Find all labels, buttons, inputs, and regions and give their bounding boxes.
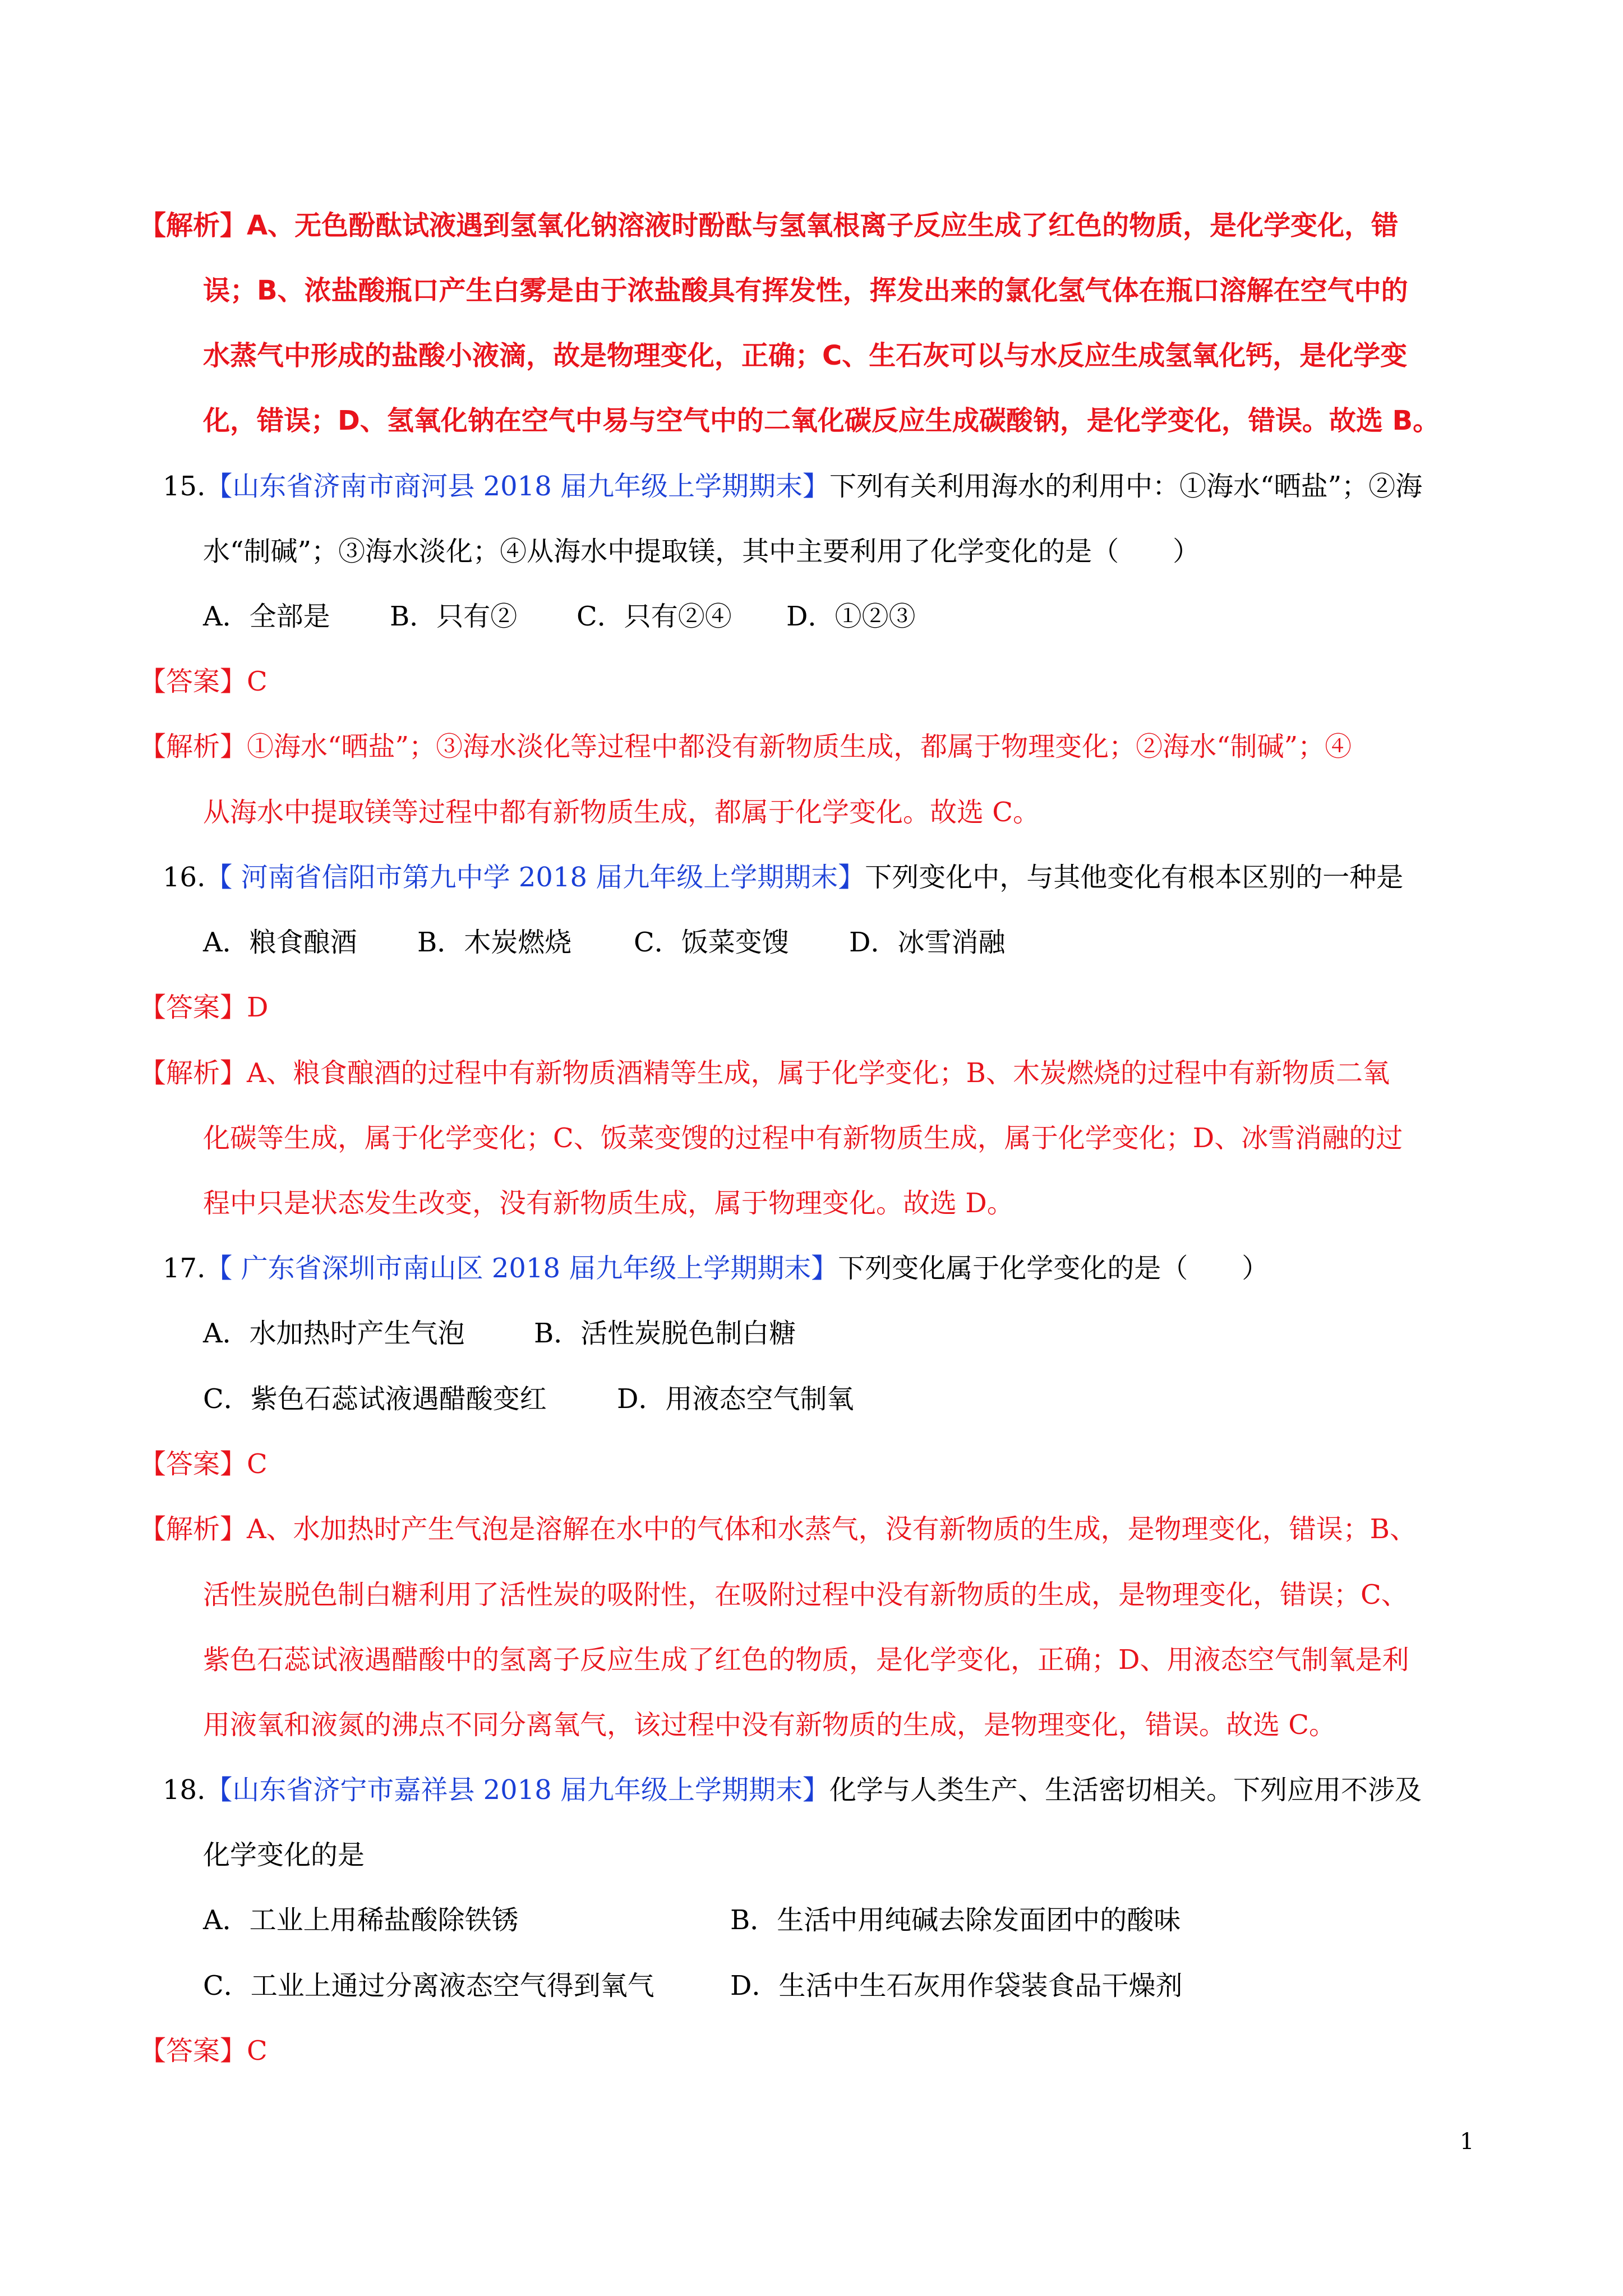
answer-label: 【答案】 <box>139 2035 247 2067</box>
q15-stem-line-1 <box>163 470 1422 503</box>
option-b: B．只有② <box>390 601 518 632</box>
option-b: B．活性炭脱色制白糖 <box>534 1318 796 1349</box>
answer-value: C <box>247 666 268 697</box>
option-c: C．工业上通过分离液态空气得到氧气 <box>203 1970 654 2001</box>
answer-label: 【答案】 <box>139 992 247 1023</box>
answer-value: C <box>247 2035 268 2067</box>
answer-label: 【答案】 <box>139 1448 247 1480</box>
q15-answer <box>139 665 268 698</box>
q16-analysis-line-2: 化碳等生成，属于化学变化；C、饭菜变馊的过程中有新物质生成，属于化学变化；D、冰雪消融的过 <box>203 1122 1403 1154</box>
q16-analysis-line-3: 程中只是状态发生改变，没有新物质生成，属于物理变化。故选 D。 <box>203 1188 1014 1219</box>
option-a: A．工业上用稀盐酸除铁锈 <box>203 1904 519 1936</box>
top-analysis-line-1 <box>139 209 1398 242</box>
question-stem: 化学与人类生产、生活密切相关。下列应用不涉及 <box>829 1774 1422 1806</box>
q18-stem-line-1 <box>163 1773 1422 1807</box>
option-d: D．生活中生石灰用作袋装食品干燥剂 <box>730 1970 1183 2001</box>
analysis-label: 【解析】 <box>139 731 247 762</box>
question-number: 15. <box>163 471 206 502</box>
question-source: 【 河南省信阳市第九中学 2018 届九年级上学期期末】 <box>205 862 865 893</box>
option-a: A．水加热时产生气泡 <box>203 1318 465 1349</box>
top-analysis-line-4: 化，错误；D、氢氧化钠在空气中易与空气中的二氧化碳反应生成碳酸钠，是化学变化，错误。故选 B。 <box>203 405 1440 436</box>
q17-answer <box>139 1447 268 1481</box>
q17-analysis-line-2: 活性炭脱色制白糖利用了活性炭的吸附性，在吸附过程中没有新物质的生成，是物理变化，错误；C、 <box>203 1579 1408 1611</box>
question-source: 【山东省济宁市嘉祥县 2018 届九年级上学期期末】 <box>205 1774 830 1806</box>
top-analysis-line-3: 水蒸气中形成的盐酸小液滴，故是物理变化，正确；C、生石灰可以与水反应生成氢氧化钙，是化学变 <box>203 340 1408 371</box>
analysis-text: ①海水“晒盐”；③海水淡化等过程中都没有新物质生成，都属于物理变化；②海水“制碱”；④ <box>247 731 1352 762</box>
analysis-label: 【解析】 <box>139 1057 247 1089</box>
q15-analysis-line-1 <box>139 730 1352 763</box>
option-c: C．紫色石蕊试液遇醋酸变红 <box>203 1383 547 1415</box>
q15-stem-line-2: 水“制碱”；③海水淡化；④从海水中提取镁，其中主要利用了化学变化的是（ ） <box>203 536 1200 567</box>
q18-answer <box>139 2034 268 2068</box>
option-d: D．用液态空气制氧 <box>617 1383 854 1415</box>
option-d: D．冰雪消融 <box>849 927 1006 958</box>
page-number: 1 <box>1460 2129 1474 2155</box>
question-stem: 下列有关利用海水的利用中：①海水“晒盐”；②海 <box>829 471 1423 502</box>
question-number: 18. <box>163 1774 206 1806</box>
option-b: B．生活中用纯碱去除发面团中的酸味 <box>730 1904 1181 1936</box>
answer-value: D <box>247 992 269 1023</box>
question-source: 【山东省济南市商河县 2018 届九年级上学期期末】 <box>205 471 830 502</box>
question-number: 17. <box>163 1253 206 1284</box>
analysis-label: 【解析】 <box>139 1513 247 1545</box>
q17-analysis-line-1 <box>139 1512 1417 1546</box>
question-number: 16. <box>163 862 206 893</box>
option-b: B．木炭燃烧 <box>417 927 572 958</box>
option-a: A．粮食酿酒 <box>203 927 357 958</box>
q17-analysis-line-4: 用液氧和液氮的沸点不同分离氧气，该过程中没有新物质的生成，是物理变化，错误。故选 C。 <box>203 1709 1336 1741</box>
option-a: A．全部是 <box>203 601 330 632</box>
option-c: C．只有②④ <box>577 601 732 632</box>
question-source: 【 广东省深圳市南山区 2018 届九年级上学期期末】 <box>205 1253 838 1284</box>
q15-analysis-line-2: 从海水中提取镁等过程中都有新物质生成，都属于化学变化。故选 C。 <box>203 797 1040 828</box>
top-analysis-line-2: 误；B、浓盐酸瓶口产生白雾是由于浓盐酸具有挥发性，挥发出来的氯化氢气体在瓶口溶解在空气中的 <box>203 275 1408 306</box>
q16-analysis-line-1 <box>139 1056 1390 1090</box>
question-stem: 下列变化中，与其他变化有根本区别的一种是 <box>865 862 1404 893</box>
answer-value: C <box>247 1448 268 1480</box>
option-c: C．饭菜变馊 <box>634 927 789 958</box>
answer-label: 【答案】 <box>139 666 247 697</box>
q17-stem-line-1 <box>163 1251 1269 1285</box>
option-d: D．①②③ <box>786 601 916 632</box>
question-stem: 下列变化属于化学变化的是（ ） <box>838 1253 1269 1284</box>
analysis-text: A、水加热时产生气泡是溶解在水中的气体和水蒸气，没有新物质的生成，是物理变化，错误；B、 <box>247 1513 1417 1545</box>
analysis-label: 【解析】 <box>139 210 247 241</box>
q17-analysis-line-3: 紫色石蕊试液遇醋酸中的氢离子反应生成了红色的物质，是化学变化，正确；D、用液态空气制氧是利 <box>203 1644 1409 1676</box>
analysis-text: A、无色酚酞试液遇到氢氧化钠溶液时酚酞与氢氧根离子反应生成了红色的物质，是化学变化，错 <box>247 210 1399 241</box>
q18-stem-line-2: 化学变化的是 <box>203 1839 365 1871</box>
analysis-text: A、粮食酿酒的过程中有新物质酒精等生成，属于化学变化；B、木炭燃烧的过程中有新物质二氧 <box>247 1057 1390 1089</box>
q16-stem-line-1 <box>163 861 1403 894</box>
q16-answer <box>139 991 269 1024</box>
